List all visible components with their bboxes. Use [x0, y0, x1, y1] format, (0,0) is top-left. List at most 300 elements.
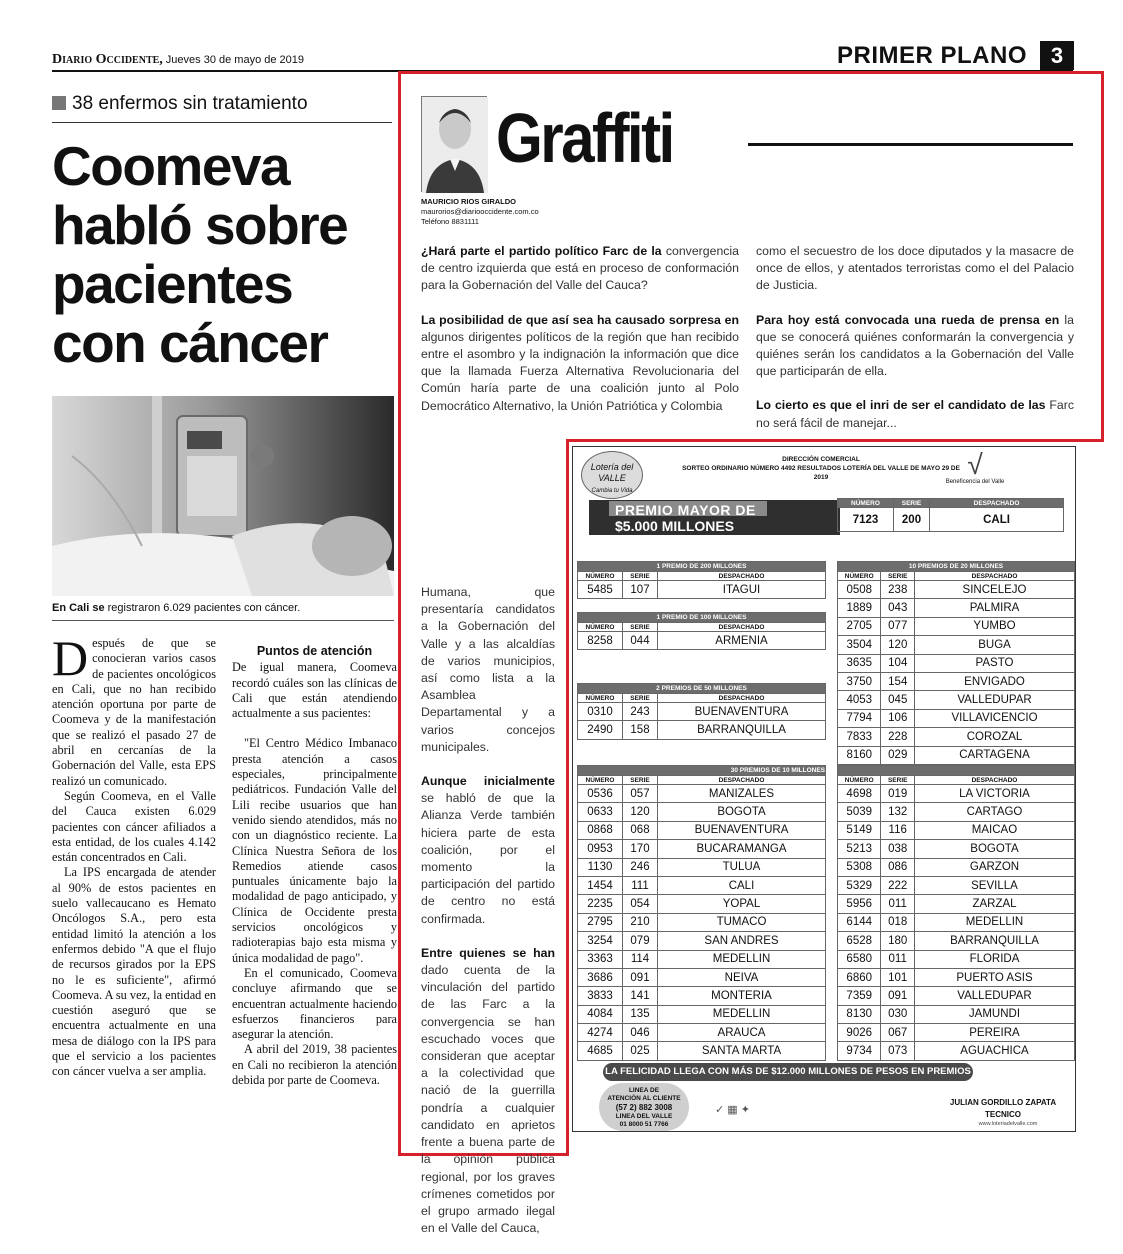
promo-banner: LA FELICIDAD LLEGA CON MÁS DE $12.000 MILLONES DE PESOS EN PREMIOS	[603, 1063, 973, 1081]
despachado-cell: MONTERIA	[658, 987, 826, 1005]
beneficencia-logo	[935, 449, 1015, 485]
despachado-cell: PALMIRA	[915, 599, 1075, 617]
serie-cell: 210	[623, 913, 658, 931]
service-tollfree: 01 8000 51 7766	[619, 1121, 669, 1128]
numero-cell: 2795	[578, 913, 623, 931]
author-portrait-illustration	[422, 97, 488, 193]
despachado-cell: ZARZAL	[914, 895, 1074, 913]
table-row	[838, 636, 1075, 654]
despachado-cell: VILLAVICENCIO	[915, 709, 1075, 727]
despachado-cell: ITAGUI	[658, 581, 826, 599]
table-row	[578, 987, 826, 1005]
numero-cell: 6860	[838, 968, 881, 986]
table-row	[578, 785, 826, 803]
table-row	[838, 709, 1075, 727]
mayor-numero: 7123	[838, 508, 894, 532]
numero-cell: 5485	[578, 581, 623, 599]
lottery-results-ad	[572, 446, 1076, 1132]
numero-cell: 3833	[578, 987, 623, 1005]
paragraph: De igual manera, Coomeva recordó cuáles son las clínicas de Cali que están atendiendo actualmente a sus pacientes:	[232, 660, 397, 721]
numero-cell: 5308	[838, 858, 881, 876]
lead-in: Para hoy está convocada una rueda de prensa en	[756, 312, 1060, 327]
serie-cell: 029	[881, 746, 915, 764]
table-row	[838, 932, 1075, 950]
serie-cell: 238	[881, 581, 915, 599]
numero-cell: 4685	[578, 1042, 623, 1060]
drop-cap: D	[52, 630, 89, 686]
numero-cell: 7833	[838, 728, 881, 746]
lottery-logo	[581, 451, 643, 499]
serie-cell: 120	[623, 803, 658, 821]
table-row	[838, 858, 1075, 876]
paragraph: A abril del 2019, 38 pacientes en Cali no recibieron la atención debida por parte de Coomeva.	[232, 1042, 397, 1088]
table-row	[578, 821, 826, 839]
table-row	[838, 581, 1075, 599]
numero-cell: 1454	[578, 876, 623, 894]
service-phone: (57 2) 882 3008	[615, 1103, 673, 1112]
table-caption: 10 PREMIOS DE 20 MILLONES	[838, 562, 1075, 572]
numero-cell: 7359	[838, 987, 881, 1005]
col-header: DESPACHADO	[658, 623, 826, 632]
article-column-2	[232, 644, 397, 1088]
item-text: algunos dirigentes políticos de la región que han recibido entre el asombro y la indignación la información que dice que la llamada Fuerza Alternativa Revolucionaria del Común haría parte de una coalición junto al Polo Democrático Alternativo, la Unión Patriótica y Colombia	[421, 329, 739, 413]
despachado-cell: BOGOTA	[658, 803, 826, 821]
table-caption: 1 PREMIO DE 200 MILLONES	[578, 562, 826, 572]
table-row	[578, 803, 826, 821]
serie-cell: 044	[623, 632, 658, 650]
serie-cell: 038	[881, 840, 915, 858]
table-row	[838, 913, 1075, 931]
col-header: NÚMERO	[838, 776, 881, 785]
item-text: convergencia de centro izquierda que está en proceso de conformación para la Gobernación del Valle del Cauca?	[421, 244, 739, 293]
premio-mayor-banner	[589, 500, 840, 535]
serie-cell: 158	[623, 721, 658, 739]
col-header: NÚMERO	[578, 572, 623, 581]
lead-in: Aunque inicialmente	[421, 774, 555, 789]
graffiti-column-3	[756, 243, 1074, 449]
prize-table-10m-left	[577, 765, 826, 1061]
newspaper-name: Diario Occidente,	[52, 52, 163, 67]
serie-cell: 106	[881, 709, 915, 727]
numero-cell: 0868	[578, 821, 623, 839]
sponsor-icons: ✓ ▦ ✦	[715, 1104, 750, 1116]
col-header: DESPACHADO	[658, 694, 826, 703]
hospital-photo-illustration	[52, 396, 394, 596]
table-row	[578, 840, 826, 858]
despachado-cell: BUENAVENTURA	[658, 821, 826, 839]
graffiti-item	[421, 773, 555, 928]
serie-cell: 043	[881, 599, 915, 617]
mayor-despachado: CALI	[930, 508, 1064, 532]
col-header: SERIE	[623, 776, 658, 785]
serie-cell: 079	[623, 932, 658, 950]
table-row	[838, 950, 1075, 968]
item-text: la que se conocerá quiénes conformarán la convergencia y quiénes serán los candidatos a la Gobernación del Valle que participarán de ella.	[756, 312, 1074, 379]
article-headline: Coomeva habló sobre pacientes con cáncer	[52, 135, 348, 374]
despachado-cell: CARTAGENA	[915, 746, 1075, 764]
numero-cell: 8130	[838, 1005, 881, 1023]
signer-name: JULIAN GORDILLO ZAPATA	[949, 1098, 1057, 1107]
despachado-cell: PASTO	[915, 654, 1075, 672]
despachado-cell: PEREIRA	[914, 1024, 1074, 1042]
numero-cell: 3750	[838, 672, 881, 690]
despachado-cell: BUGA	[915, 636, 1075, 654]
numero-cell: 5039	[838, 803, 881, 821]
paragraph: La IPS encargada de atender al 90% de estos pacientes en suelo vallecaucano es Hemato Oncólogos S.A., pero esta entidad limitó la atención a los enfermos debido "A que el flujo de recursos girados por la EPS no le es suficiente", afirmó Coomeva. A su vez, la entidad en cuestión aseguró que se encuentra actualmente en una mesa de diálogo con la IPS para que el servicio a los pacientes con cáncer vuelva a ser amplia.	[52, 865, 216, 1079]
numero-cell: 4053	[838, 691, 881, 709]
paragraph: "El Centro Médico Imbanaco presta atención a casos especiales, principalmente pediátricos. Fundación Valle del Lili recibe usuarios que han venido siendo atendidos, más no con un diagnóstico reciente. La Clínica Nuestra Señora de los Remedios atiende casos puntuales únicamente bajo la modalidad de pago anticipado, y Clínica de Occidente presta servicios oncológicos y radioterapias bajo esta misma y única modalidad de pago".	[232, 736, 397, 965]
title-rule	[748, 143, 1073, 146]
numero-cell: 2235	[578, 895, 623, 913]
serie-cell: 025	[623, 1042, 658, 1060]
table-row	[838, 746, 1075, 764]
prize-table-100m	[577, 612, 826, 650]
paragraph	[52, 630, 216, 789]
numero-cell: 6144	[838, 913, 881, 931]
col-header: NÚMERO	[578, 694, 623, 703]
author-phone: Teléfono 8831111	[421, 217, 479, 226]
table-row	[578, 876, 826, 894]
serie-cell: 091	[881, 987, 915, 1005]
table-row	[838, 803, 1075, 821]
numero-cell: 3254	[578, 932, 623, 950]
graffiti-item	[756, 243, 1074, 295]
serie-cell: 135	[623, 1005, 658, 1023]
kicker-rule	[52, 122, 392, 123]
despachado-cell: BARRANQUILLA	[658, 721, 826, 739]
table-row	[838, 1024, 1075, 1042]
item-text: Humana, que presentaría candidatos a la Gobernación del Valle y a las alcaldías de varios municipios, así como lista a la Asamblea Departamental y a varios concejos municipales.	[421, 585, 555, 754]
graffiti-item	[756, 312, 1074, 381]
table-row	[838, 785, 1075, 803]
serie-cell: 116	[881, 821, 915, 839]
author-name: MAURICIO RIOS GIRALDO	[421, 197, 516, 206]
despachado-cell: MEDELLIN	[658, 950, 826, 968]
numero-cell: 4274	[578, 1024, 623, 1042]
table-row	[578, 895, 826, 913]
serie-cell: 120	[881, 636, 915, 654]
serie-cell: 011	[881, 950, 915, 968]
despachado-cell: TULUA	[658, 858, 826, 876]
table-row	[838, 691, 1075, 709]
despachado-cell: CARTAGO	[914, 803, 1074, 821]
photo-caption	[52, 602, 300, 614]
item-text: Farc no será fácil de manejar...	[756, 398, 1074, 430]
numero-cell: 9734	[838, 1042, 881, 1060]
serie-cell: 107	[623, 581, 658, 599]
table-row	[578, 968, 826, 986]
numero-cell: 1889	[838, 599, 881, 617]
col-header: SERIE	[881, 572, 915, 581]
table-row	[838, 728, 1075, 746]
serie-cell: 011	[881, 895, 915, 913]
serie-cell: 114	[623, 950, 658, 968]
despachado-cell: YUMBO	[915, 617, 1075, 635]
serie-cell: 111	[623, 876, 658, 894]
serie-cell: 030	[881, 1005, 915, 1023]
table-row	[838, 654, 1075, 672]
graffiti-item	[756, 397, 1074, 431]
numero-cell: 0310	[578, 703, 623, 721]
logo-text: Lotería del VALLE	[590, 462, 634, 483]
despachado-cell: MEDELLIN	[914, 913, 1074, 931]
despachado-cell: BOGOTA	[914, 840, 1074, 858]
serie-cell: 154	[881, 672, 915, 690]
serie-cell: 019	[881, 785, 915, 803]
graffiti-column-1	[421, 243, 739, 432]
table-caption: 2 PREMIOS DE 50 MILLONES	[578, 684, 826, 694]
service-line-2: ATENCIÓN AL CLIENTE	[607, 1095, 681, 1102]
despachado-cell: BUCARAMANGA	[658, 840, 826, 858]
col-header: SERIE	[623, 694, 658, 703]
kicker-text: 38 enfermos sin tratamiento	[72, 93, 308, 114]
despachado-cell: ENVIGADO	[915, 672, 1075, 690]
despachado-cell: GARZON	[914, 858, 1074, 876]
premio-mayor-table	[837, 498, 1064, 532]
table-row	[578, 1005, 826, 1023]
header-line-2: SORTEO ORDINARIO NÚMERO 4492 RESULTADOS LOTERÍA DEL VALLE DE MAYO 29 DE 2019	[682, 465, 960, 481]
despachado-cell: ARAUCA	[658, 1024, 826, 1042]
serie-cell: 067	[881, 1024, 915, 1042]
graffiti-item	[421, 584, 555, 756]
col-header: DESPACHADO	[915, 572, 1075, 581]
serie-cell: 222	[881, 876, 915, 894]
serie-cell: 057	[623, 785, 658, 803]
numero-cell: 9026	[838, 1024, 881, 1042]
table-row	[838, 987, 1075, 1005]
serie-cell: 045	[881, 691, 915, 709]
table-row	[578, 950, 826, 968]
table-row	[578, 932, 826, 950]
despachado-cell: FLORIDA	[914, 950, 1074, 968]
v-logo-icon: √	[967, 449, 983, 480]
logo-subtext: Cambia tu Vida	[591, 488, 633, 494]
lottery-header	[681, 455, 961, 482]
despachado-cell: COROZAL	[915, 728, 1075, 746]
table-caption-spacer	[838, 766, 1075, 776]
despachado-cell: SEVILLA	[914, 876, 1074, 894]
serie-cell: 091	[623, 968, 658, 986]
numero-cell: 8258	[578, 632, 623, 650]
numero-cell: 4698	[838, 785, 881, 803]
col-header: DESPACHADO	[658, 572, 826, 581]
numero-cell: 5149	[838, 821, 881, 839]
serie-cell: 170	[623, 840, 658, 858]
table-row	[838, 1005, 1075, 1023]
serie-cell: 228	[881, 728, 915, 746]
mayor-serie: 200	[894, 508, 930, 532]
col-header: DESPACHADO	[930, 499, 1064, 508]
serie-cell: 046	[623, 1024, 658, 1042]
author-photo	[421, 96, 487, 192]
graffiti-item	[421, 945, 555, 1237]
serie-cell: 180	[881, 932, 915, 950]
serie-cell: 086	[881, 858, 915, 876]
graffiti-frame-left-lower	[398, 440, 401, 1156]
paragraph-text: espués de que se conocieran varios casos de pacientes oncológicos en Cali, que no han recibido atención oportuna por parte de Coomeva y de la manifestación que se realizó el pasado 27 de abril en cercanías de la Gobernación del Valle, esta EPS realizó un comunicado.	[52, 636, 216, 788]
graffiti-item	[421, 243, 739, 295]
numero-cell: 3504	[838, 636, 881, 654]
despachado-cell: MANIZALES	[658, 785, 826, 803]
column-title: Graffiti	[496, 99, 673, 177]
table-row	[838, 1042, 1075, 1060]
numero-cell: 4084	[578, 1005, 623, 1023]
despachado-cell: MAICAO	[914, 821, 1074, 839]
serie-cell: 104	[881, 654, 915, 672]
numero-cell: 2490	[578, 721, 623, 739]
graffiti-frame-inner-vertical	[566, 440, 569, 1156]
serie-cell: 073	[881, 1042, 915, 1060]
despachado-cell: SAN ANDRES	[658, 932, 826, 950]
table-row	[838, 968, 1075, 986]
table-row	[578, 1024, 826, 1042]
numero-cell: 3363	[578, 950, 623, 968]
numero-cell: 6580	[838, 950, 881, 968]
col-header: SERIE	[894, 499, 930, 508]
serie-cell: 018	[881, 913, 915, 931]
despachado-cell: SANTA MARTA	[658, 1042, 826, 1060]
serie-cell: 068	[623, 821, 658, 839]
col-header: NÚMERO	[578, 776, 623, 785]
col-header: DESPACHADO	[914, 776, 1074, 785]
lead-in: Entre quienes se han	[421, 945, 555, 960]
article-subhead: Puntos de atención	[256, 644, 373, 658]
table-row	[578, 1042, 826, 1060]
item-text: dado cuenta de la vinculación del partido de las Farc a la convergencia se han escuchado voces que consideran que aceptar a la colectividad que nació de la guerrilla pondría a cualquier candidato en aprietos frente a buena parte de la opinión pública regional, por los graves crímenes cometidos por el grupo armado ilegal en el Valle del Cauca,	[421, 963, 555, 1236]
table-row	[838, 840, 1075, 858]
serie-cell: 246	[623, 858, 658, 876]
despachado-cell: LA VICTORIA	[914, 785, 1074, 803]
lead-in: ¿Hará parte el partido político Farc de la	[421, 244, 662, 258]
despachado-cell: BARRANQUILLA	[914, 932, 1074, 950]
section-title: PRIMER PLANO	[836, 42, 1027, 69]
service-line-1: LINEA DE	[628, 1087, 660, 1094]
beneficencia-text: Beneficencia del Valle	[945, 479, 1005, 485]
col-header: NÚMERO	[578, 623, 623, 632]
serie-cell: 054	[623, 895, 658, 913]
table-row	[578, 703, 826, 721]
despachado-cell: PUERTO ASIS	[914, 968, 1074, 986]
col-header: DESPACHADO	[658, 776, 826, 785]
kicker-square-icon	[52, 96, 66, 110]
numero-cell: 7794	[838, 709, 881, 727]
numero-cell: 3686	[578, 968, 623, 986]
signature-block	[933, 1097, 1073, 1121]
despachado-cell: TUMACO	[658, 913, 826, 931]
despachado-cell: CALI	[658, 876, 826, 894]
author-email[interactable]: maurorios@diariooccidente.com.co	[421, 207, 539, 216]
table-row	[578, 581, 826, 599]
col-header: SERIE	[881, 776, 915, 785]
despachado-cell: NEIVA	[658, 968, 826, 986]
numero-cell: 6528	[838, 932, 881, 950]
caption-rule	[52, 620, 394, 621]
caption-lead: En Cali se	[52, 602, 105, 614]
col-header: SERIE	[623, 623, 658, 632]
table-row	[838, 895, 1075, 913]
item-text: como el secuestro de los doce diputados y la masacre de once de ellos, y atentados terroristas como el del Palacio de Justicia.	[756, 244, 1074, 293]
table-caption: 30 PREMIOS DE 10 MILLONES	[578, 766, 826, 776]
prize-table-20m	[837, 561, 1075, 765]
serie-cell: 141	[623, 987, 658, 1005]
premio-mayor-line-1: PREMIO MAYOR DE	[615, 502, 756, 518]
prize-table-10m-right	[837, 765, 1075, 1061]
serie-cell: 077	[881, 617, 915, 635]
serie-cell: 132	[881, 803, 915, 821]
table-row	[578, 858, 826, 876]
despachado-cell: ARMENIA	[658, 632, 826, 650]
lead-in: La posibilidad de que así sea ha causado sorpresa en	[421, 312, 739, 327]
customer-service-badge	[599, 1083, 689, 1131]
despachado-cell: YOPAL	[658, 895, 826, 913]
graffiti-item	[421, 312, 739, 415]
numero-cell: 2705	[838, 617, 881, 635]
numero-cell: 5956	[838, 895, 881, 913]
paragraph: En el comunicado, Coomeva concluye afirmando que se encuentran actualmente haciendo esfuerzos financieros para asegurar la atención.	[232, 965, 397, 1042]
col-header: NÚMERO	[838, 572, 881, 581]
table-row	[838, 599, 1075, 617]
serie-cell: 243	[623, 703, 658, 721]
serie-cell: 101	[881, 968, 915, 986]
table-row	[838, 672, 1075, 690]
header-line-1: DIRECCIÓN COMERCIAL	[782, 456, 860, 463]
despachado-cell: BUENAVENTURA	[658, 703, 826, 721]
numero-cell: 5213	[838, 840, 881, 858]
numero-cell: 0508	[838, 581, 881, 599]
table-row	[578, 721, 826, 739]
col-header: SERIE	[623, 572, 658, 581]
caption-text: registraron 6.029 pacientes con cáncer.	[104, 602, 301, 614]
despachado-cell: VALLEDUPAR	[914, 987, 1074, 1005]
numero-cell: 0536	[578, 785, 623, 803]
graffiti-column-2	[421, 584, 555, 1254]
numero-cell: 3635	[838, 654, 881, 672]
premio-mayor-line-2: $5.000 MILLONES	[615, 518, 735, 534]
despachado-cell: AGUACHICA	[914, 1042, 1074, 1060]
numero-cell: 0633	[578, 803, 623, 821]
masthead	[52, 52, 304, 68]
service-line-4: LINEA DEL VALLE	[615, 1113, 673, 1120]
signer-role: TECNICO	[985, 1110, 1021, 1119]
table-row	[578, 913, 826, 931]
table-row	[838, 617, 1075, 635]
prize-table-50m	[577, 683, 826, 740]
page-number: 3	[1040, 41, 1074, 70]
numero-cell: 5329	[838, 876, 881, 894]
article-column-1	[52, 630, 216, 1080]
lead-in: Lo cierto es que el inri de ser el candidato de las	[756, 398, 1046, 413]
website-link[interactable]: www.loteriadelvalle.com	[978, 1121, 1038, 1127]
table-row	[838, 821, 1075, 839]
numero-cell: 0953	[578, 840, 623, 858]
despachado-cell: SINCELEJO	[915, 581, 1075, 599]
numero-cell: 8160	[838, 746, 881, 764]
issue-date: Jueves 30 de mayo de 2019	[165, 54, 305, 66]
col-header: NÚMERO	[838, 499, 894, 508]
table-row	[838, 876, 1075, 894]
paragraph: Según Coomeva, en el Valle del Cauca existen 6.029 pacientes con cáncer afiliados a esta entidad, de los cuales 4.142 están concentrados en Cali.	[52, 788, 216, 865]
table-row	[578, 632, 826, 650]
prize-table-200m	[577, 561, 826, 599]
item-text: se habló de que la Alianza Verde también hiciera parte de esta coalición, por el momento la participación del partido de centro no está confirmada.	[421, 791, 555, 926]
article-photo	[52, 396, 394, 596]
numero-cell: 1130	[578, 858, 623, 876]
despachado-cell: VALLEDUPAR	[915, 691, 1075, 709]
despachado-cell: JAMUNDI	[914, 1005, 1074, 1023]
despachado-cell: MEDELLIN	[658, 1005, 826, 1023]
table-caption: 1 PREMIO DE 100 MILLONES	[578, 613, 826, 623]
article-kicker	[52, 93, 308, 115]
